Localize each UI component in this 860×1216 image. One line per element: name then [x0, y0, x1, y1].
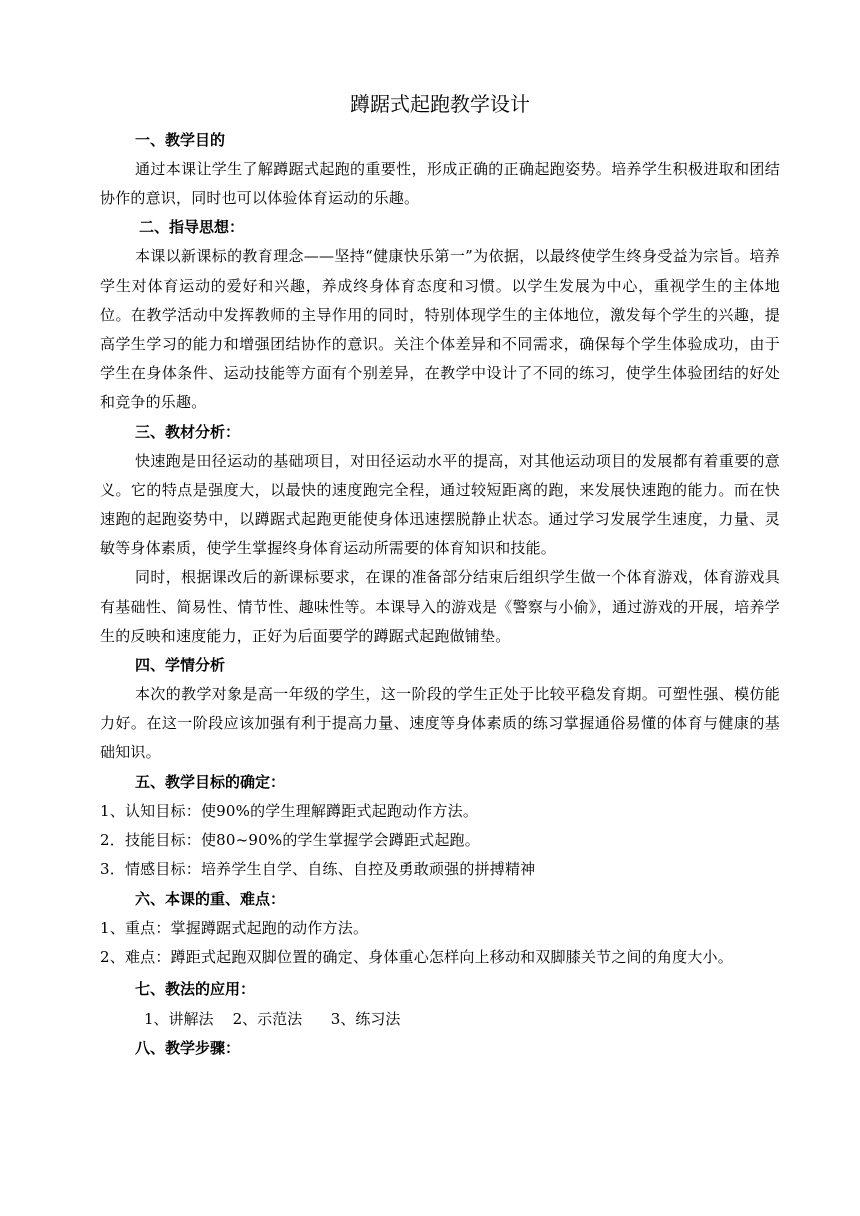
section-heading: 三、教材分析：	[135, 422, 241, 441]
section-heading: 七、教法的应用：	[135, 979, 256, 998]
method-item: 2、示范法	[232, 1009, 303, 1028]
section-guiding-ideology	[100, 213, 780, 417]
list-item: 1、认知目标：使90%的学生理解蹲距式起跑动作方法。	[100, 801, 479, 820]
list-item: 2、难点：蹲距式起跑双脚位置的确定、身体重心怎样向上移动和双脚膝关节之间的角度大小。	[100, 948, 733, 967]
document-page	[100, 88, 780, 1063]
paragraph: 本课以新课标的教育理念——坚持“健康快乐第一”为依据，以最终使学生终身受益为宗旨。培养学生对体育运动的爱好和兴趣，养成终身体育态度和习惯。以学生发展为中心，重视学生的主体地位。在教学活动中发挥教师的主导作用的同时，特别体现学生的主体地位，激发每个学生的兴趣，提高学生学习的能力和增强团结协作的意识。关注个体差异和不同需求，确保每个学生体验成功，由于学生在身体条件、运动技能等方面有个别差异，在教学中设计了不同的练习，使学生体验团结的好处和竞争的乐趣。	[100, 247, 780, 412]
method-item: 3、练习法	[330, 1009, 401, 1028]
section-heading: 二、指导思想：	[139, 218, 245, 237]
section-teaching-purpose	[100, 126, 780, 213]
list-item: 3．情感目标：培养学生自学、自练、自控及勇敢顽强的拼搏精神	[100, 860, 536, 879]
paragraph: 本次的教学对象是高一年级的学生，这一阶段的学生正处于比较平稳发育期。可塑性强、模仿能力好。在这一阶段应该加强有利于提高力量、速度等身体素质的练习掌握通俗易懂的体育与健康的基础知识。	[100, 685, 780, 762]
method-item: 1、讲解法	[144, 1009, 214, 1028]
methods-list	[100, 1004, 780, 1034]
paragraph: 同时，根据课改后的新课标要求，在课的准备部分结束后组织学生做一个体育游戏，体育游戏具有基础性、简易性、情节性、趣味性等。本课导入的游戏是《警察与小偷》，通过游戏的开展，培养学生的反映和速度能力，正好为后面要学的蹲踞式起跑做铺垫。	[100, 568, 780, 645]
section-heading: 八、教学步骤：	[135, 1038, 241, 1057]
section-heading: 五、教学目标的确定：	[135, 772, 286, 791]
section-teaching-steps	[100, 1034, 780, 1063]
document-title: 蹲踞式起跑教学设计	[350, 92, 530, 116]
section-material-analysis	[100, 418, 780, 651]
paragraph: 通过本课让学生了解蹲踞式起跑的重要性，形成正确的正确起跑姿势。培养学生积极进取和团结协作的意识，同时也可以体验体育运动的乐趣。	[100, 160, 780, 208]
section-student-analysis	[100, 651, 780, 768]
section-heading: 四、学情分析	[135, 656, 226, 675]
section-teaching-methods	[100, 975, 780, 1034]
paragraph: 快速跑是田径运动的基础项目，对田径运动水平的提高，对其他运动项目的发展都有着重要的意义。它的特点是强度大，以最快的速度跑完全程，通过较短距离的跑，来发展快速跑的能力。而在快速跑的起跑姿势中，以蹲踞式起跑更能使身体迅速摆脱静止状态。通过学习发展学生速度，力量、灵敏等身体素质，使学生掌握终身体育运动所需要的体育知识和技能。	[100, 451, 780, 558]
list-item: 2．技能目标：使80~90%的学生掌握学会蹲距式起跑。	[100, 831, 480, 850]
section-key-points	[100, 885, 780, 973]
section-heading: 六、本课的重、难点：	[135, 889, 286, 908]
section-heading: 一、教学目的	[135, 131, 226, 149]
section-teaching-objectives	[100, 768, 780, 885]
list-item: 1、重点：掌握蹲踞式起跑的动作方法。	[100, 918, 369, 937]
